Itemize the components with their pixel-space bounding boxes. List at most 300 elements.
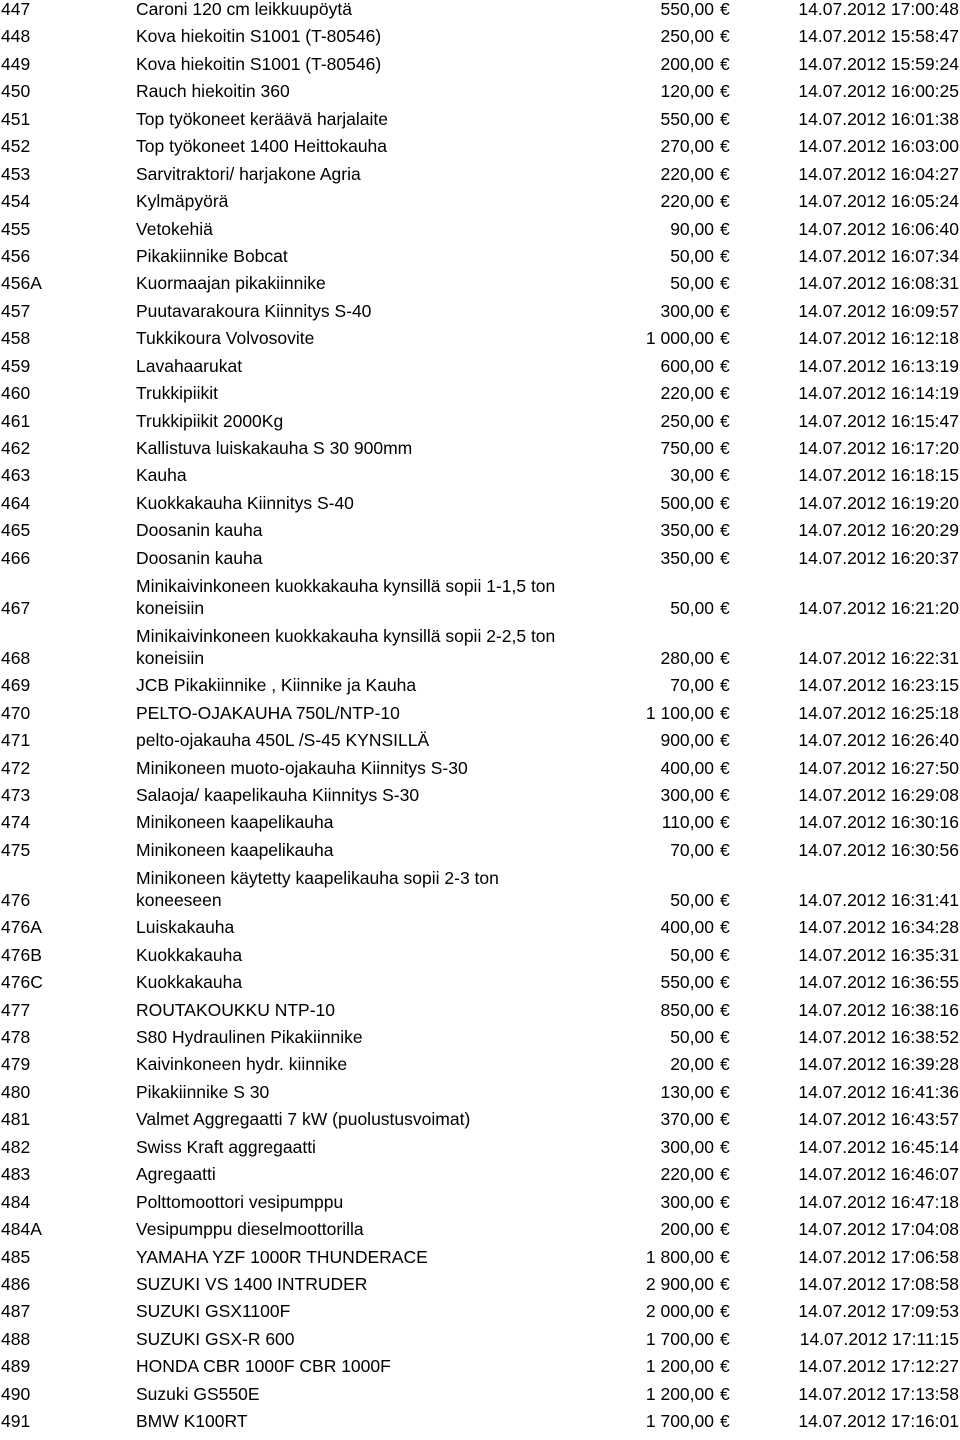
item-number: 447 — [1, 0, 31, 19]
table-row — [0, 1379, 960, 1406]
bid-timestamp: 14.07.2012 16:01:38 — [798, 108, 959, 129]
item-price: 50,00 — [670, 245, 714, 266]
bid-timestamp: 14.07.2012 15:59:24 — [798, 53, 959, 74]
table-row — [0, 671, 960, 698]
item-number: 458 — [1, 328, 31, 349]
table-row — [0, 543, 960, 570]
currency-symbol: € — [720, 1383, 730, 1404]
currency-symbol: € — [720, 1109, 730, 1130]
table-row — [0, 49, 960, 76]
currency-symbol: € — [720, 410, 730, 431]
item-description: pelto-ojakauha 450L /S-45 KYNSILLÄ — [136, 730, 430, 751]
item-price: 70,00 — [670, 839, 714, 860]
item-number: 461 — [1, 410, 31, 431]
item-number: 456 — [1, 245, 31, 266]
table-row — [0, 1187, 960, 1214]
table-row — [0, 1160, 960, 1187]
bid-timestamp: 14.07.2012 17:09:53 — [798, 1301, 959, 1322]
item-price: 300,00 — [660, 784, 714, 805]
table-row — [0, 995, 960, 1022]
currency-symbol: € — [720, 438, 730, 458]
item-description: Tukkikoura Volvosovite — [136, 328, 315, 349]
item-number: 479 — [1, 1054, 31, 1075]
item-number: 490 — [1, 1383, 31, 1404]
item-price: 250,00 — [660, 26, 714, 47]
item-number: 476C — [1, 972, 43, 993]
bid-timestamp: 14.07.2012 16:30:56 — [798, 839, 959, 860]
item-number: 484A — [1, 1219, 42, 1240]
item-description: Minikoneen käytetty kaapelikauha sopii 2-3 ton koneeseen — [136, 867, 499, 910]
item-price: 250,00 — [660, 410, 714, 431]
bid-timestamp: 14.07.2012 17:04:08 — [798, 1219, 959, 1240]
bid-timestamp: 14.07.2012 16:07:34 — [798, 245, 959, 266]
item-number: 457 — [1, 300, 31, 321]
item-number: 453 — [1, 163, 31, 184]
item-price: 2 000,00 — [645, 1301, 714, 1322]
bid-timestamp: 14.07.2012 16:12:18 — [798, 328, 959, 349]
currency-symbol: € — [720, 597, 730, 618]
currency-symbol: € — [720, 812, 730, 833]
currency-symbol: € — [720, 81, 730, 102]
table-row — [0, 187, 960, 214]
item-price: 120,00 — [660, 81, 714, 102]
item-price: 110,00 — [661, 812, 714, 833]
bid-timestamp: 14.07.2012 16:38:52 — [798, 1027, 959, 1047]
item-price: 400,00 — [660, 917, 714, 938]
item-price: 300,00 — [660, 1191, 714, 1212]
item-description: Vetokehiä — [136, 218, 213, 239]
currency-symbol: € — [720, 647, 730, 668]
currency-symbol: € — [720, 1164, 730, 1185]
bid-timestamp: 14.07.2012 16:06:40 — [798, 218, 959, 239]
item-description: Kylmäpyörä — [136, 191, 229, 212]
table-row — [0, 269, 960, 296]
currency-symbol: € — [720, 245, 730, 266]
item-number: 471 — [1, 730, 31, 751]
item-price: 130,00 — [660, 1081, 714, 1102]
currency-symbol: € — [720, 784, 730, 805]
item-number: 475 — [1, 839, 31, 860]
table-row — [0, 753, 960, 780]
bid-timestamp: 14.07.2012 16:22:31 — [798, 647, 959, 668]
item-price: 1 200,00 — [645, 1383, 714, 1404]
item-description: Caroni 120 cm leikkuupöytä — [136, 0, 352, 19]
item-price: 1 700,00 — [645, 1411, 714, 1432]
bid-timestamp: 14.07.2012 16:23:15 — [798, 675, 959, 696]
item-number: 489 — [1, 1356, 31, 1377]
bid-timestamp: 14.07.2012 16:36:55 — [798, 972, 959, 993]
item-number: 451 — [1, 108, 31, 129]
table-row — [0, 1132, 960, 1159]
item-price: 50,00 — [670, 944, 714, 965]
bid-timestamp: 14.07.2012 16:47:18 — [798, 1191, 959, 1212]
bid-timestamp: 14.07.2012 16:21:20 — [798, 597, 959, 618]
item-price: 1 700,00 — [645, 1328, 714, 1349]
item-number: 487 — [1, 1301, 31, 1322]
currency-symbol: € — [720, 917, 730, 938]
bid-timestamp: 14.07.2012 16:27:50 — [798, 757, 959, 778]
bid-timestamp: 14.07.2012 16:35:31 — [798, 944, 959, 965]
item-description: Pikakiinnike Bobcat — [136, 245, 288, 266]
item-description: Kova hiekoitin S1001 (T-80546) — [136, 53, 382, 74]
item-price: 550,00 — [660, 972, 714, 993]
currency-symbol: € — [720, 1246, 730, 1267]
bid-timestamp: 14.07.2012 16:19:20 — [798, 492, 959, 513]
item-description: Rauch hiekoitin 360 — [136, 81, 290, 102]
bid-timestamp: 14.07.2012 16:26:40 — [798, 730, 959, 751]
currency-symbol: € — [720, 328, 730, 349]
table-row — [0, 296, 960, 323]
item-price: 50,00 — [670, 597, 714, 618]
table-row — [0, 1324, 960, 1351]
item-description: Trukkipiikit 2000Kg — [136, 410, 284, 431]
bid-timestamp: 14.07.2012 16:08:31 — [798, 273, 959, 294]
table-row — [0, 1297, 960, 1324]
currency-symbol: € — [720, 702, 730, 723]
table-row — [0, 940, 960, 967]
currency-symbol: € — [720, 757, 730, 778]
item-description: Puutavarakoura Kiinnitys S-40 — [136, 300, 372, 321]
table-row — [0, 1023, 960, 1050]
table-row — [0, 406, 960, 433]
table-row — [0, 324, 960, 351]
item-price: 400,00 — [660, 757, 714, 778]
bid-timestamp: 14.07.2012 16:17:20 — [798, 438, 959, 458]
item-number: 448 — [1, 26, 31, 47]
item-description: Vesipumppu dieselmoottorilla — [136, 1219, 364, 1240]
item-number: 480 — [1, 1081, 31, 1102]
bid-timestamp: 14.07.2012 16:05:24 — [798, 191, 959, 212]
item-description: Luiskakauha — [136, 917, 235, 938]
currency-symbol: € — [720, 1328, 730, 1349]
item-number: 467 — [1, 597, 31, 618]
item-description: Kuormaajan pikakiinnike — [136, 273, 326, 294]
item-number: 469 — [1, 675, 31, 696]
bid-timestamp: 14.07.2012 16:20:29 — [798, 520, 959, 541]
bid-timestamp: 14.07.2012 16:39:28 — [798, 1054, 959, 1075]
item-price: 30,00 — [670, 465, 714, 486]
item-number: 465 — [1, 520, 31, 541]
item-price: 50,00 — [670, 889, 714, 910]
item-price: 350,00 — [660, 520, 714, 541]
item-description: Salaoja/ kaapelikauha Kiinnitys S-30 — [136, 784, 420, 805]
item-price: 280,00 — [660, 647, 714, 668]
item-number: 478 — [1, 1027, 31, 1047]
bid-timestamp: 14.07.2012 16:30:16 — [798, 812, 959, 833]
bid-timestamp: 14.07.2012 17:12:27 — [798, 1356, 959, 1377]
currency-symbol: € — [720, 355, 730, 376]
currency-symbol: € — [720, 218, 730, 239]
currency-symbol: € — [720, 1273, 730, 1294]
item-price: 70,00 — [670, 675, 714, 696]
table-row — [0, 1215, 960, 1242]
currency-symbol: € — [720, 26, 730, 47]
table-row — [0, 621, 960, 671]
table-row — [0, 835, 960, 862]
item-price: 550,00 — [660, 0, 714, 19]
bid-timestamp: 14.07.2012 16:04:27 — [798, 163, 959, 184]
currency-symbol: € — [720, 191, 730, 212]
item-number: 476A — [1, 917, 42, 938]
table-row — [0, 379, 960, 406]
item-description: Doosanin kauha — [136, 520, 263, 541]
table-row — [0, 1242, 960, 1269]
bid-timestamp: 14.07.2012 16:14:19 — [798, 383, 959, 404]
bid-timestamp: 14.07.2012 16:25:18 — [798, 702, 959, 723]
item-description: Minikoneen kaapelikauha — [136, 839, 334, 860]
item-number: 485 — [1, 1246, 31, 1267]
currency-symbol: € — [720, 383, 730, 404]
table-row — [0, 726, 960, 753]
bid-timestamp: 14.07.2012 17:00:48 — [798, 0, 959, 19]
item-number: 464 — [1, 492, 31, 513]
currency-symbol: € — [720, 492, 730, 513]
currency-symbol: € — [720, 163, 730, 184]
item-description: YAMAHA YZF 1000R THUNDERACE — [136, 1246, 428, 1267]
item-price: 500,00 — [660, 492, 714, 513]
item-price: 270,00 — [660, 136, 714, 157]
item-description: Top työkoneet 1400 Heittokauha — [136, 136, 388, 157]
item-price: 220,00 — [660, 163, 714, 184]
currency-symbol: € — [720, 839, 730, 860]
currency-symbol: € — [720, 972, 730, 993]
bid-timestamp: 14.07.2012 16:46:07 — [798, 1164, 959, 1185]
item-description: Kaivinkoneen hydr. kiinnike — [136, 1054, 348, 1075]
item-description: Kallistuva luiskakauha S 30 900mm — [136, 438, 413, 458]
table-row — [0, 781, 960, 808]
currency-symbol: € — [720, 1054, 730, 1075]
bid-timestamp: 14.07.2012 16:38:16 — [798, 999, 959, 1020]
table-row — [0, 242, 960, 269]
item-number: 460 — [1, 383, 31, 404]
table-row — [0, 913, 960, 940]
item-price: 550,00 — [660, 108, 714, 129]
item-description: Kuokkakauha Kiinnitys S-40 — [136, 492, 354, 513]
item-price: 220,00 — [660, 383, 714, 404]
item-price: 200,00 — [660, 1219, 714, 1240]
item-description: Doosanin kauha — [136, 547, 263, 568]
item-number: 482 — [1, 1136, 31, 1157]
bid-timestamp: 14.07.2012 16:03:00 — [798, 136, 959, 157]
table-row — [0, 1050, 960, 1077]
item-description: HONDA CBR 1000F CBR 1000F — [136, 1356, 391, 1377]
currency-symbol: € — [720, 136, 730, 157]
item-number: 474 — [1, 812, 31, 833]
bid-timestamp: 14.07.2012 16:43:57 — [798, 1109, 959, 1130]
item-number: 472 — [1, 757, 31, 778]
currency-symbol: € — [720, 300, 730, 321]
item-description: Swiss Kraft aggregaatti — [136, 1136, 316, 1157]
bid-timestamp: 14.07.2012 17:13:58 — [798, 1383, 959, 1404]
table-row — [0, 0, 960, 22]
item-description: Pikakiinnike S 30 — [136, 1081, 270, 1102]
item-description: Polttomoottori vesipumppu — [136, 1191, 344, 1212]
bid-timestamp: 14.07.2012 17:11:15 — [799, 1328, 959, 1349]
table-row — [0, 214, 960, 241]
item-price: 1 800,00 — [645, 1246, 714, 1267]
currency-symbol: € — [720, 1027, 730, 1047]
table-row — [0, 434, 960, 461]
bid-timestamp: 14.07.2012 15:58:47 — [798, 26, 959, 47]
item-description: Minikaivinkoneen kuokkakauha kynsillä sopii 2-2,5 ton koneisiin — [136, 625, 556, 668]
item-number: 455 — [1, 218, 31, 239]
bid-timestamp: 14.07.2012 16:18:15 — [798, 465, 959, 486]
item-number: 462 — [1, 438, 31, 458]
bid-timestamp: 14.07.2012 16:29:08 — [798, 784, 959, 805]
currency-symbol: € — [720, 1356, 730, 1377]
table-row — [0, 132, 960, 159]
item-price: 90,00 — [670, 218, 714, 239]
item-number: 483 — [1, 1164, 31, 1185]
currency-symbol: € — [720, 730, 730, 751]
item-price: 350,00 — [660, 547, 714, 568]
item-price: 2 900,00 — [645, 1273, 714, 1294]
item-description: Kuokkakauha — [136, 944, 243, 965]
item-price: 50,00 — [670, 1027, 714, 1047]
bid-timestamp: 14.07.2012 16:13:19 — [798, 355, 959, 376]
item-description: BMW K100RT — [136, 1411, 248, 1432]
item-price: 750,00 — [660, 438, 714, 458]
item-number: 476B — [1, 944, 42, 965]
item-number: 450 — [1, 81, 31, 102]
item-description: SUZUKI VS 1400 INTRUDER — [136, 1273, 368, 1294]
bid-timestamp: 14.07.2012 16:45:14 — [798, 1136, 959, 1157]
item-number: 491 — [1, 1411, 31, 1432]
item-price: 220,00 — [660, 1164, 714, 1185]
bid-timestamp: 14.07.2012 17:06:58 — [798, 1246, 959, 1267]
bid-timestamp: 14.07.2012 16:34:28 — [798, 917, 959, 938]
item-description: Kuokkakauha — [136, 972, 243, 993]
item-price: 20,00 — [670, 1054, 714, 1075]
item-description: SUZUKI GSX-R 600 — [136, 1328, 295, 1349]
bid-timestamp: 14.07.2012 16:09:57 — [798, 300, 959, 321]
item-number: 484 — [1, 1191, 31, 1212]
item-price: 1 200,00 — [645, 1356, 714, 1377]
table-row — [0, 77, 960, 104]
item-price: 1 000,00 — [645, 328, 714, 349]
item-number: 470 — [1, 702, 31, 723]
currency-symbol: € — [720, 273, 730, 294]
currency-symbol: € — [720, 547, 730, 568]
table-row — [0, 516, 960, 543]
table-row — [0, 461, 960, 488]
item-number: 477 — [1, 999, 31, 1020]
table-row — [0, 863, 960, 913]
item-price: 300,00 — [660, 300, 714, 321]
currency-symbol: € — [720, 53, 730, 74]
currency-symbol: € — [720, 1301, 730, 1322]
table-row — [0, 1352, 960, 1379]
item-description: JCB Pikakiinnike , Kiinnike ja Kauha — [136, 675, 417, 696]
item-price: 900,00 — [660, 730, 714, 751]
currency-symbol: € — [720, 465, 730, 486]
item-description: ROUTAKOUKKU NTP-10 — [136, 999, 336, 1020]
table-row — [0, 571, 960, 621]
table-row — [0, 488, 960, 515]
bid-timestamp: 14.07.2012 16:00:25 — [798, 81, 959, 102]
item-description: Minikoneen muoto-ojakauha Kiinnitys S-30 — [136, 757, 468, 778]
item-description: S80 Hydraulinen Pikakiinnike — [136, 1027, 363, 1047]
currency-symbol: € — [720, 889, 730, 910]
item-description: Trukkipiikit — [136, 383, 218, 404]
table-row — [0, 968, 960, 995]
item-number: 463 — [1, 465, 31, 486]
item-price: 370,00 — [660, 1109, 714, 1130]
table-row — [0, 351, 960, 378]
item-number: 488 — [1, 1328, 31, 1349]
item-description: Lavahaarukat — [136, 355, 243, 376]
item-number: 466 — [1, 547, 31, 568]
item-description: Sarvitraktori/ harjakone Agria — [136, 163, 361, 184]
currency-symbol: € — [720, 108, 730, 129]
currency-symbol: € — [720, 1081, 730, 1102]
item-number: 456A — [1, 273, 42, 294]
item-price: 200,00 — [660, 53, 714, 74]
bid-timestamp: 14.07.2012 17:08:58 — [798, 1273, 959, 1294]
item-price: 1 100,00 — [645, 702, 714, 723]
item-description: PELTO-OJAKAUHA 750L/NTP-10 — [136, 702, 400, 723]
item-number: 481 — [1, 1109, 31, 1130]
bid-timestamp: 14.07.2012 17:16:01 — [798, 1411, 959, 1432]
item-description: Minikaivinkoneen kuokkakauha kynsillä sopii 1-1,5 ton koneisiin — [136, 575, 556, 618]
item-number: 473 — [1, 784, 31, 805]
item-price: 220,00 — [660, 191, 714, 212]
currency-symbol: € — [720, 1191, 730, 1212]
item-number: 449 — [1, 53, 31, 74]
currency-symbol: € — [720, 1219, 730, 1240]
currency-symbol: € — [720, 999, 730, 1020]
table-row — [0, 1407, 960, 1434]
table-row — [0, 104, 960, 131]
item-description: SUZUKI GSX1100F — [136, 1301, 291, 1322]
bid-timestamp: 14.07.2012 16:20:37 — [798, 547, 959, 568]
item-description: Suzuki GS550E — [136, 1383, 260, 1404]
table-row — [0, 1077, 960, 1104]
table-row — [0, 1105, 960, 1132]
item-price: 50,00 — [670, 273, 714, 294]
bid-timestamp: 14.07.2012 16:15:47 — [798, 410, 959, 431]
item-description: Top työkoneet keräävä harjalaite — [136, 108, 388, 129]
table-row — [0, 22, 960, 49]
item-number: 454 — [1, 191, 31, 212]
item-description: Valmet Aggregaatti 7 kW (puolustusvoimat) — [136, 1109, 471, 1130]
bid-timestamp: 14.07.2012 16:31:41 — [798, 889, 959, 910]
item-price: 300,00 — [660, 1136, 714, 1157]
table-row — [0, 808, 960, 835]
table-row — [0, 698, 960, 725]
currency-symbol: € — [720, 675, 730, 696]
bid-timestamp: 14.07.2012 16:41:36 — [798, 1081, 959, 1102]
item-number: 452 — [1, 136, 31, 157]
table-row — [0, 1270, 960, 1297]
currency-symbol: € — [720, 1136, 730, 1157]
currency-symbol: € — [720, 944, 730, 965]
item-price: 600,00 — [660, 355, 714, 376]
item-description: Agregaatti — [136, 1164, 216, 1185]
item-description: Minikoneen kaapelikauha — [136, 812, 334, 833]
item-number: 476 — [1, 889, 31, 910]
item-number: 486 — [1, 1273, 31, 1294]
table-row — [0, 159, 960, 186]
item-price: 850,00 — [660, 999, 714, 1020]
currency-symbol: € — [720, 520, 730, 541]
item-description: Kauha — [136, 465, 187, 486]
currency-symbol: € — [720, 0, 730, 19]
currency-symbol: € — [720, 1411, 730, 1432]
item-number: 468 — [1, 647, 31, 668]
item-number: 459 — [1, 355, 31, 376]
item-description: Kova hiekoitin S1001 (T-80546) — [136, 26, 382, 47]
